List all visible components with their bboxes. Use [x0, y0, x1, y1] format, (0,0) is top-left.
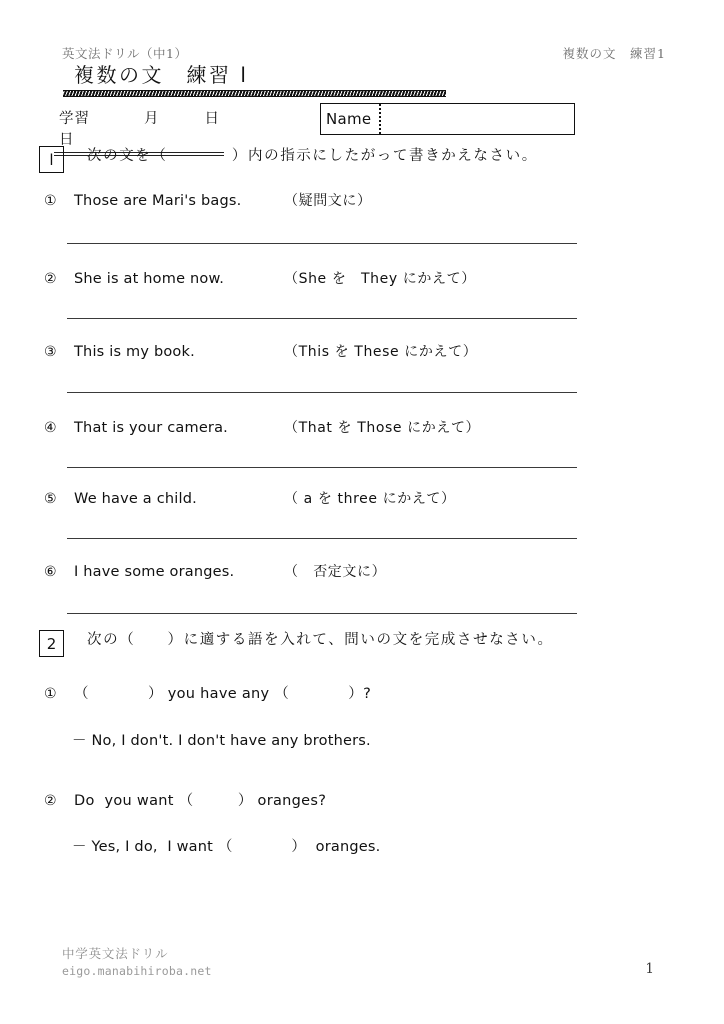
problem-5-number: ⑤ — [44, 491, 57, 507]
problem-5-instruction: （ a を three にかえて） — [284, 491, 456, 507]
problem-6-answer-line[interactable] — [67, 613, 577, 614]
problem-3-answer-line[interactable] — [67, 392, 577, 393]
section-1-number: l — [39, 146, 64, 173]
problem-3 — [44, 341, 684, 361]
problem-6-number: ⑥ — [44, 564, 57, 580]
dialogue-1-number: ① — [44, 686, 57, 702]
problem-2-number: ② — [44, 271, 57, 287]
problem-3-row — [44, 341, 684, 361]
problem-5-row — [44, 488, 684, 508]
section-2-heading — [39, 629, 684, 657]
page-title — [63, 63, 463, 97]
problem-6-instruction: （ 否定文に） — [284, 564, 387, 580]
problem-5-sentence: We have a child. — [74, 491, 197, 507]
problem-5 — [44, 488, 684, 508]
problem-4-sentence: That is your camera. — [74, 420, 228, 436]
problem-1 — [44, 190, 684, 210]
section-2-number: 2 — [39, 630, 64, 657]
running-header-right: 複数の文 練習1 — [562, 46, 666, 61]
problem-6-row — [44, 561, 684, 581]
study-date-day-label: 日 — [204, 111, 220, 127]
section-1-instruction: 次の文を（ ）内の指示にしたがって書きかえなさい。 — [87, 148, 538, 164]
dialogue-2 — [44, 789, 684, 810]
problem-2-instruction: （She を They にかえて） — [284, 271, 476, 287]
name-input[interactable] — [381, 104, 574, 134]
title-underline-decoration — [63, 90, 446, 97]
problem-2 — [44, 268, 684, 288]
problem-1-row — [44, 190, 684, 210]
name-box[interactable] — [320, 103, 575, 135]
dialogue-1-question[interactable]: （ ） you have any （ ）? — [74, 686, 372, 702]
dialogue-2-number: ② — [44, 793, 57, 809]
problem-2-sentence: She is at home now. — [74, 271, 225, 287]
problem-6 — [44, 561, 684, 581]
problem-3-sentence: This is my book. — [74, 344, 195, 360]
dialogue-2-answer[interactable]: － Yes, I do, I want （ ） oranges. — [72, 839, 381, 855]
problem-4-instruction: （That を Those にかえて） — [284, 420, 481, 436]
problem-3-number: ③ — [44, 344, 57, 360]
dialogue-2-question-row — [44, 789, 684, 810]
problem-1-instruction: （疑問文に） — [284, 193, 372, 209]
problem-2-answer-line[interactable] — [67, 318, 577, 319]
name-box-label: Name — [326, 110, 372, 128]
footer-brand-name: 中学英文法ドリル — [62, 946, 169, 961]
dialogue-1 — [44, 682, 684, 703]
running-header — [62, 44, 666, 62]
problem-6-sentence: I have some oranges. — [74, 564, 235, 580]
dialogue-2-question[interactable]: Do you want （ ） oranges? — [74, 793, 327, 809]
running-header-left: 英文法ドリル（中1） — [62, 46, 188, 61]
study-date-month-label: 月 — [144, 111, 160, 127]
problem-4 — [44, 417, 684, 437]
dialogue-1-question-row — [44, 682, 684, 703]
problem-2-row — [44, 268, 684, 288]
page-number: 1 — [645, 961, 654, 977]
section-1-heading — [39, 145, 684, 173]
problem-4-answer-line[interactable] — [67, 467, 577, 468]
problem-1-number: ① — [44, 193, 57, 209]
study-date-label: 学習日 — [59, 111, 90, 148]
footer-brand — [62, 944, 212, 981]
problem-4-row — [44, 417, 684, 437]
problem-3-instruction: （This を These にかえて） — [284, 344, 478, 360]
page-title-text: 複数の文 練習 l — [74, 63, 249, 87]
footer-url: eigo.manabihiroba.net — [62, 964, 212, 979]
problem-5-answer-line[interactable] — [67, 538, 577, 539]
section-2-instruction: 次の（ ）に適する語を入れて、問いの文を完成させなさい。 — [87, 632, 554, 648]
problem-1-answer-line[interactable] — [67, 243, 577, 244]
problem-1-sentence: Those are Mari's bags. — [74, 193, 242, 209]
dialogue-1-answer: － No, I don't. I don't have any brothers. — [72, 733, 371, 749]
problem-4-number: ④ — [44, 420, 57, 436]
